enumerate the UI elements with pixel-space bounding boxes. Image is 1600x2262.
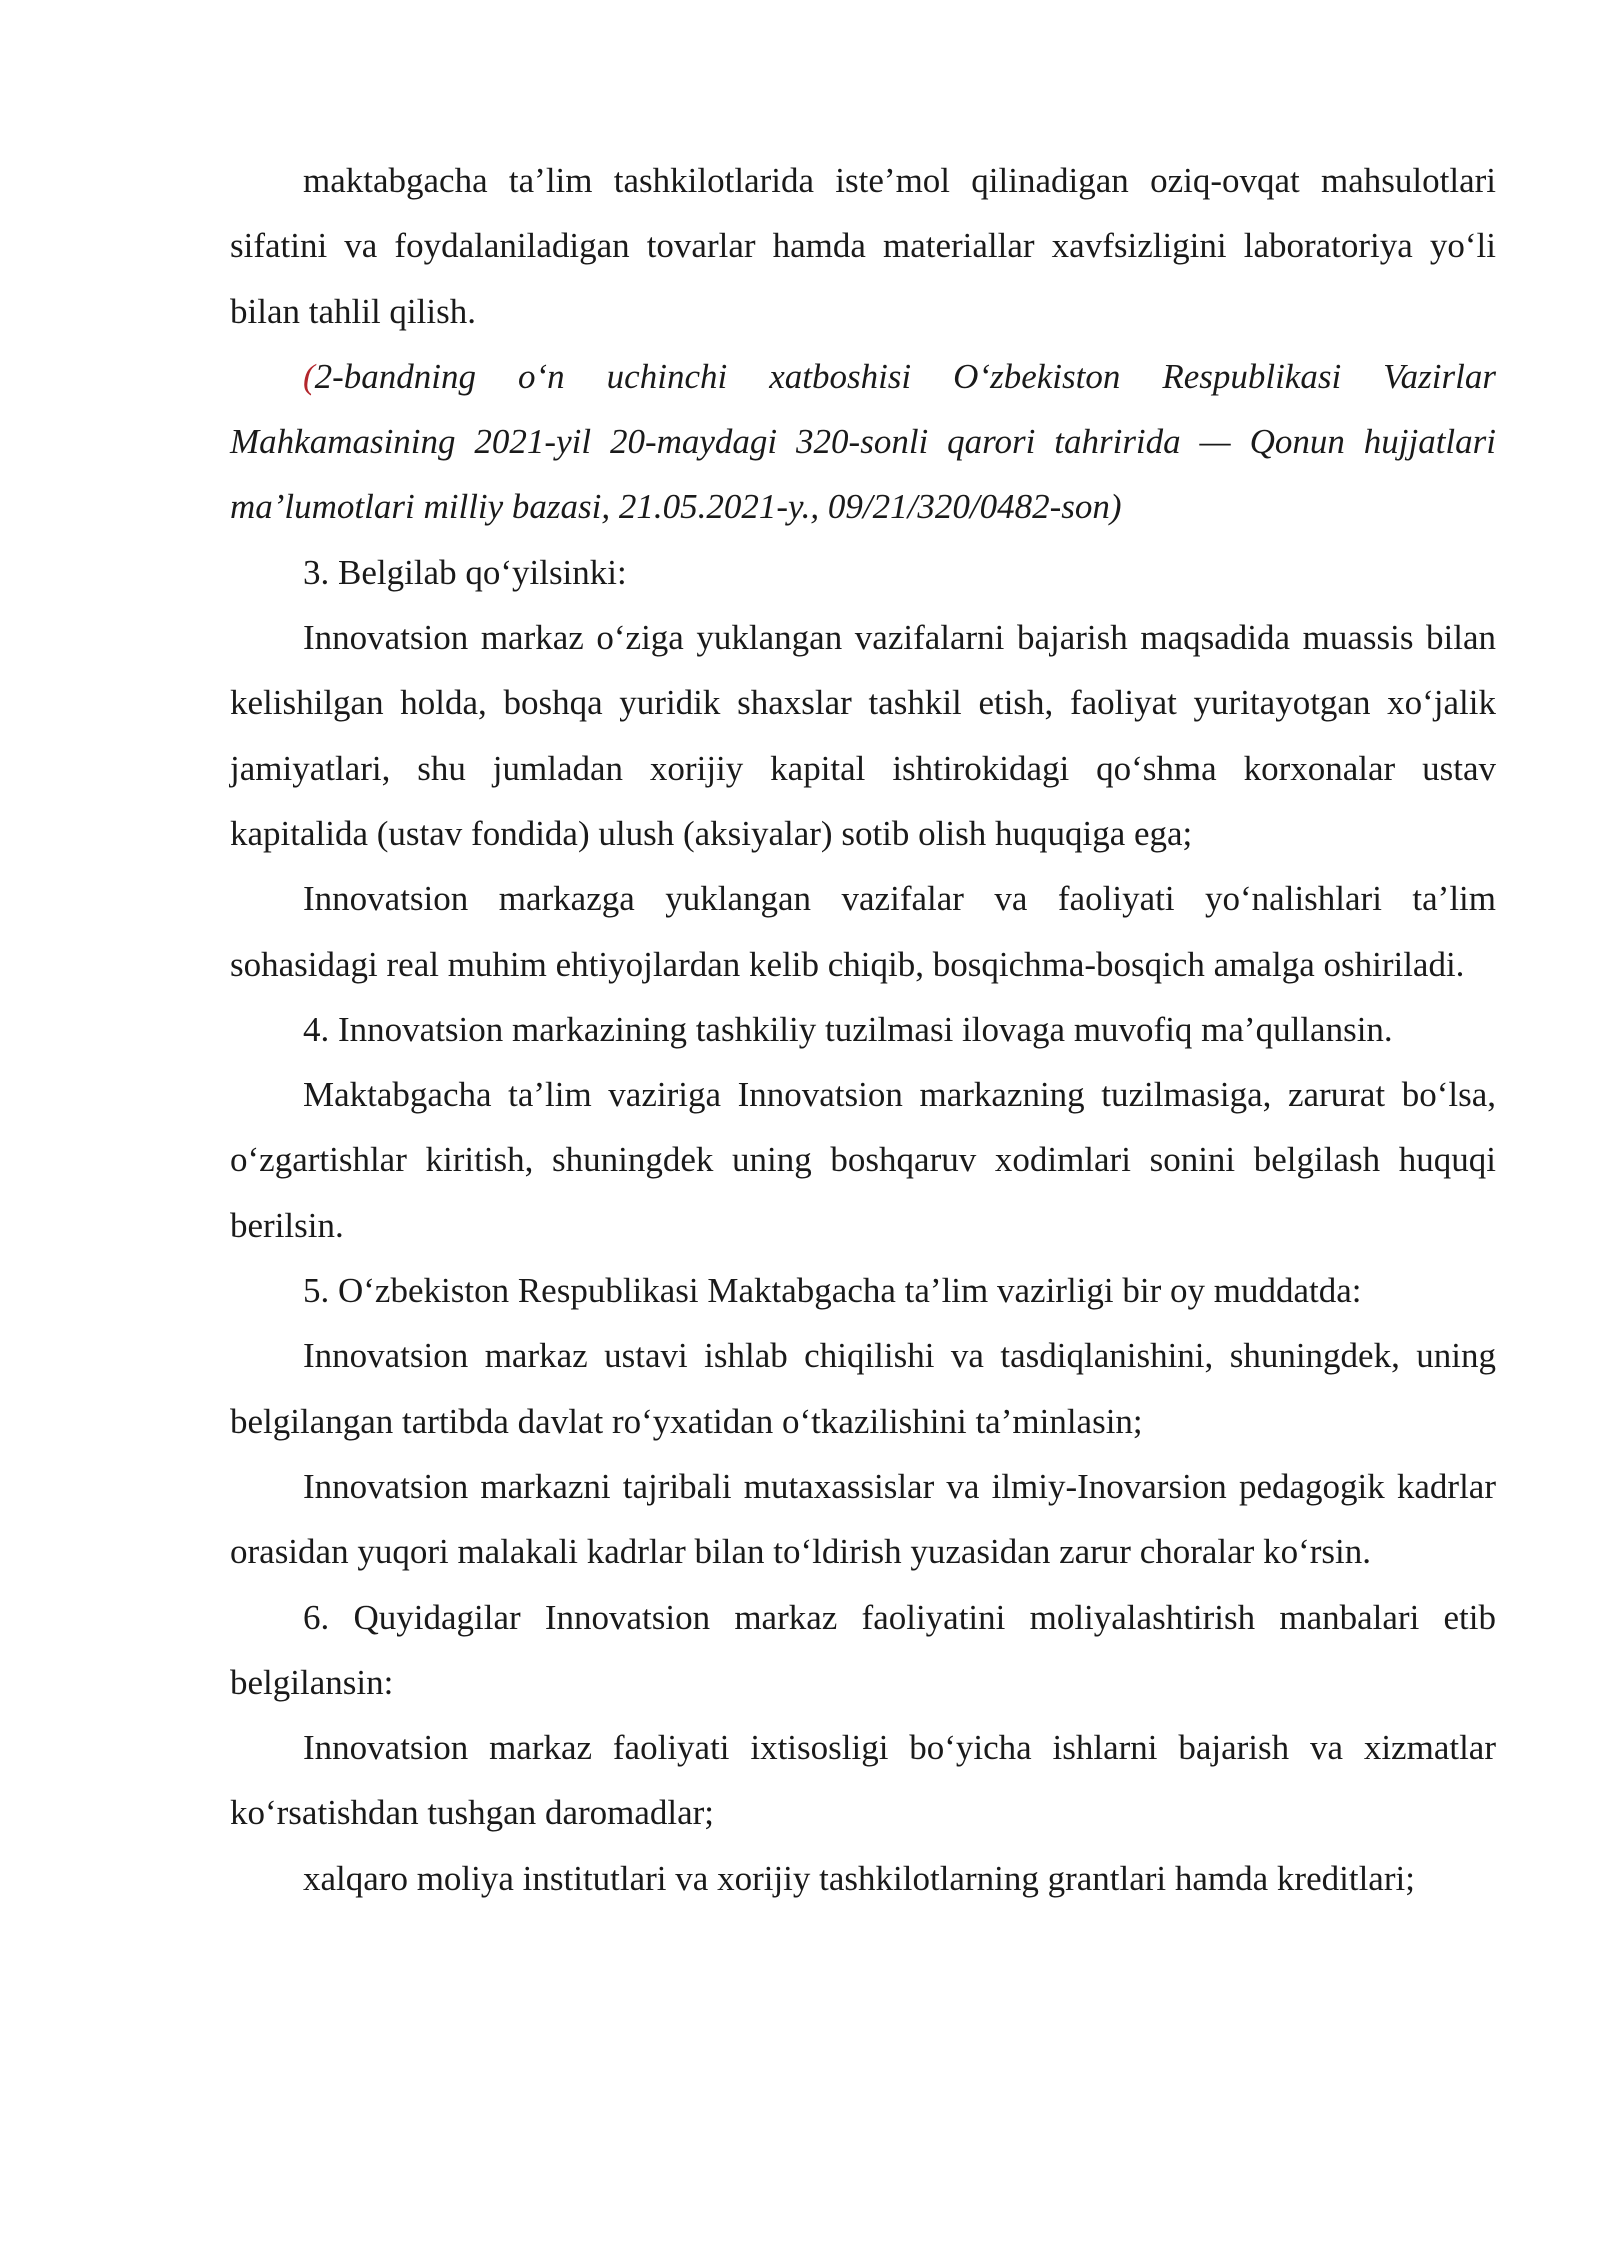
paragraph-item-5: 5. O‘zbekiston Respublikasi Maktabgacha ta’lim vazirligi bir oy muddatda: — [303, 1271, 1362, 1311]
amendment-note — [230, 344, 1496, 540]
paragraph-staffing: Innovatsion markazni tajribali mutaxassislar va ilmiy-Inovarsion pedagogik kadrlar orasidan yuqori malakali kadrlar bilan to‘ldirish yuzasidan zarur choralar ko‘rsin. — [230, 1466, 1496, 1572]
paragraph-charter: Innovatsion markaz ustavi ishlab chiqilishi va tasdiqlanishini, shuningdek, uning belgilangan tartibda davlat ro‘yxatidan o‘tkazilishini ta’minlasin; — [230, 1336, 1496, 1441]
paragraph-share-rights: Innovatsion markaz o‘ziga yuklangan vazifalarni bajarish maqsadida muassis bilan kelishilgan holda, boshqa yuridik shaxslar tashkil etish, faoliyat yuritayotgan xo‘jalik jamiyatlari, shu jumladan xorijiy kapital ishtirokidagi qo‘shma korxonalar ustav kapitalida (ustav fondida) ulush (aksiyalar) sotib olish huquqiga ega; — [230, 618, 1496, 853]
paragraph-item-4: 4. Innovatsion markazining tashkiliy tuzilmasi ilovaga muvofiq ma’qullansin. — [303, 1009, 1393, 1049]
paragraph-income: Innovatsion markaz faoliyati ixtisosligi bo‘yicha ishlarni bajarish va xizmatlar ko‘rsatishdan tushgan daromadlar; — [230, 1728, 1496, 1833]
paragraph-tasks-stages: Innovatsion markazga yuklangan vazifalar va faoliyati yo‘nalishlari ta’lim sohasidagi real muhim ehtiyojlardan kelib chiqib, bosqichma-bosqich amalga oshiriladi. — [230, 879, 1496, 984]
paragraph-item-3: 3. Belgilab qo‘yilsinki: — [303, 552, 627, 592]
document-body — [230, 148, 1496, 1911]
paragraph-item-6: 6. Quyidagilar Innovatsion markaz faoliyatini moliyalashtirish manbalari etib belgilansin: — [230, 1597, 1496, 1702]
paragraph-grants: xalqaro moliya institutlari va xorijiy tashkilotlarning grantlari hamda kreditlari; — [303, 1858, 1415, 1898]
paragraph-minister-rights: Maktabgacha ta’lim vaziriga Innovatsion markazning tuzilmasiga, zarurat bo‘lsa, o‘zgartishlar kiritish, shuningdek uning boshqaruv xodimlari sonini belgilash huquqi berilsin. — [230, 1075, 1496, 1245]
amendment-note-open-paren: ( — [303, 356, 315, 396]
paragraph-lab-analysis: maktabgacha ta’lim tashkilotlarida iste’mol qilinadigan oziq-ovqat mahsulotlari sifatini va foydalaniladigan tovarlar hamda materiallar xavfsizligini laboratoriya yo‘li bilan tahlil qilish. — [230, 161, 1496, 331]
amendment-note-text: 2-bandning o‘n uchinchi xatboshisi O‘zbekiston Respublikasi Vazirlar Mahkamasining 2021-yil 20-maydagi 320-sonli qarori tahririda — Qonun hujjatlari ma’lumotlari milliy bazasi, 21.05.2021-y., 09/21/320/0482-son) — [230, 356, 1496, 527]
